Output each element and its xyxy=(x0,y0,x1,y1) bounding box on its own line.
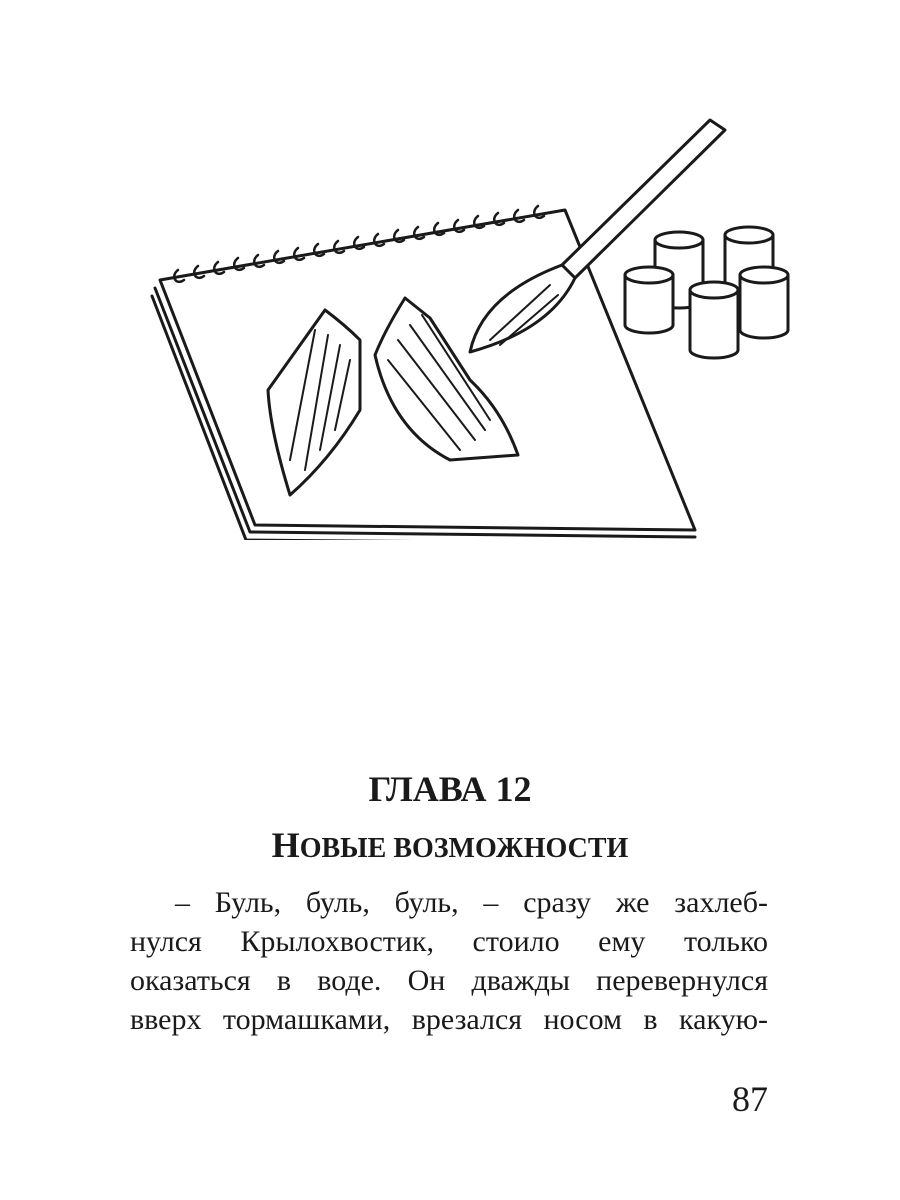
chapter-title-rest: ОВЫЕ ВОЗМОЖНОСТИ xyxy=(299,833,629,864)
paint-jars xyxy=(625,227,788,358)
page-number: 87 xyxy=(732,1079,768,1119)
sketchbook-illustration xyxy=(130,100,830,540)
chapter-title xyxy=(0,824,900,866)
body-line: – Буль, буль, буль, – сразу же захлеб- xyxy=(175,886,768,919)
chapter-number: ГЛАВА 12 xyxy=(368,769,532,809)
body-line: оказаться в воде. Он дважды перевернулся xyxy=(130,964,768,997)
body-line: вверх тормашками, врезался носом в какую- xyxy=(130,1003,768,1036)
body-line: нулся Крылохвостик, стоило ему только xyxy=(130,925,768,958)
chapter-title-initial: Н xyxy=(271,825,300,865)
